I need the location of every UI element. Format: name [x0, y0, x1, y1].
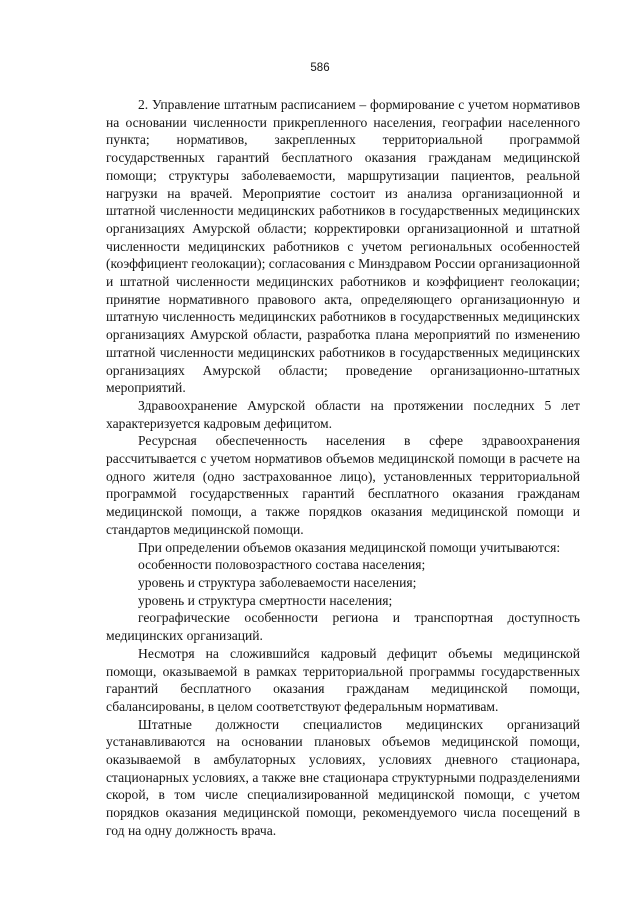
- paragraph-staff-deficit: Здравоохранение Амурской области на протяжении последних 5 лет характеризуется кадровым дефицитом.: [106, 397, 580, 431]
- list-item: уровень и структура смертности населения;: [138, 592, 393, 608]
- paragraph-resource-provision: Ресурсная обеспеченность населения в сфере здравоохранения рассчитывается с учетом нормативов объемов медицинской помощи в расчете на одного жителя (одно застрахованное лицо), установленных территориальной программой государственных гарантий бесплатного оказания гражданам медицинской помощи, а также порядков оказания медицинской помощи и стандартов медицинской помощи.: [106, 433, 580, 537]
- paragraph-staff-positions: Штатные должности специалистов медицинских организаций устанавливаются на основании плановых объемов медицинской помощи, оказываемой в амбулаторных условиях, условиях дневного стационара, стационарных условиях, а также вне стационара структурными подразделениями скорой, в том числе специализированной медицинской помощи, с учетом порядков оказания медицинской помощи, рекомендуемого числа посещений в год на одну должность врача.: [106, 716, 580, 838]
- list-item: уровень и структура заболеваемости населения;: [138, 574, 417, 590]
- document-body: [106, 96, 580, 840]
- list-item: особенности половозрастного состава населения;: [138, 557, 426, 573]
- paragraph-balanced-volumes: Несмотря на сложившийся кадровый дефицит объемы медицинской помощи, оказываемой в рамках территориальной программы государственных гарантий бесплатного оказания гражданам медицинской помощи, сбалансированы, в целом соответствуют федеральным нормативам.: [106, 645, 580, 714]
- list-item: географические особенности региона и транспортная доступность медицинских организаций.: [106, 610, 580, 644]
- paragraph-volume-determination: При определении объемов оказания медицинской помощи учитываются:: [138, 539, 561, 555]
- paragraph-staffing-management: 2. Управление штатным расписанием – формирование с учетом нормативов на основании численности прикрепленного населения, географии населенного пункта; нормативов, закрепленных территориальной программой государственных гарантий бесплатного оказания гражданам медицинской помощи; структуры заболеваемости, маршрутизации пациентов, реальной нагрузки на врачей. Мероприятие состоит из анализа организационной и штатной численности медицинских работников в государственных медицинских организациях Амурской области; корректировки организационной и штатной численности медицинских работников с учетом региональных особенностей (коэффициент геолокации); согласования с Минздравом России организационной и штатной численности медицинских работников и коэффициент геолокации; принятие нормативного правового акта, определяющего организационную и штатную численность медицинских работников в государственных медицинских организациях Амурской области, разработка плана мероприятий по изменению штатной численности медицинских работников в государственных медицинских организациях Амурской области; проведение организационно-штатных мероприятий.: [106, 97, 580, 396]
- page-number: 586: [310, 62, 330, 74]
